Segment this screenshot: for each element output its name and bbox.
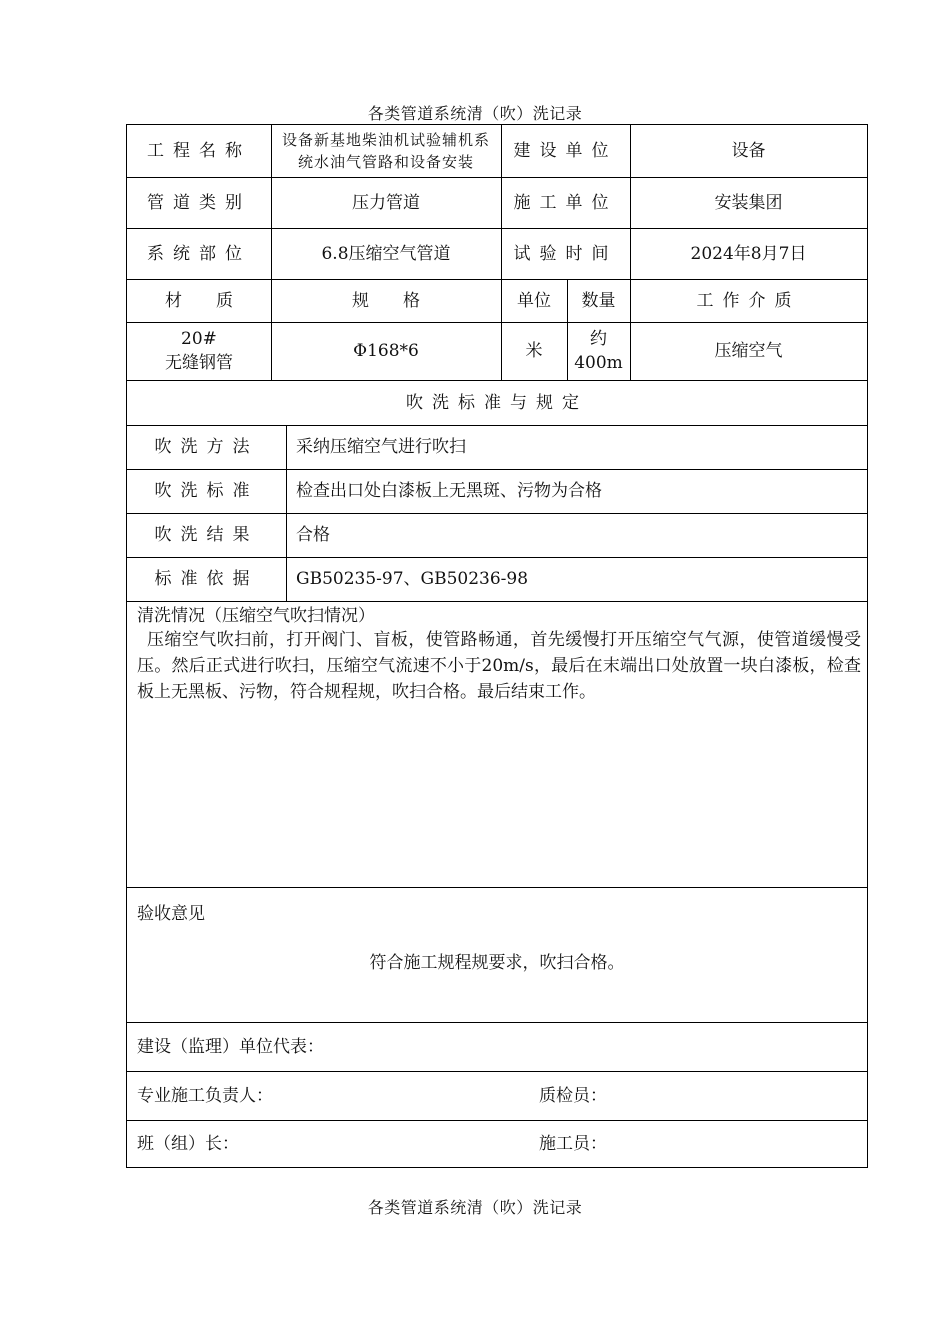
system-part-value: 6.8压缩空气管道 [321, 243, 451, 264]
quantity-prefix: 约 [590, 329, 607, 349]
standard-value: 检查出口处白漆板上无黑斑、污物为合格 [296, 481, 602, 501]
pipe-type-label: 管道类别 [147, 192, 251, 213]
test-date-label: 试验时间 [513, 243, 618, 264]
construction-worker: 施工员： [539, 1133, 607, 1154]
cleaning-heading: 清洗情况（压缩空气吹扫情况） [137, 606, 375, 626]
result-value: 合格 [296, 525, 330, 545]
unit-header: 单位 [517, 290, 551, 311]
quantity-header: 数量 [581, 290, 616, 311]
quantity-value [567, 322, 630, 380]
method-label: 吹洗方法 [154, 437, 259, 457]
acceptance-heading: 验收意见 [137, 904, 205, 924]
owner-unit-value: 设备 [731, 141, 766, 161]
basis-value: GB50235-97、GB50236-98 [296, 569, 529, 589]
medium-value: 压缩空气 [714, 341, 783, 361]
material-grade: 20# [181, 329, 217, 349]
medium-header: 工作介质 [696, 290, 801, 311]
next-page-title: 各类管道系统清（吹）洗记录 [367, 1198, 583, 1217]
quality-inspector: 质检员： [539, 1085, 607, 1106]
test-date-value: 2024年8月7日 [690, 243, 807, 264]
standard-label: 吹洗标准 [154, 481, 259, 501]
spec-header: 规 格 [352, 290, 420, 311]
material-value [127, 322, 271, 380]
acceptance-text: 符合施工规程规要求，吹扫合格。 [369, 953, 625, 973]
owner-representative: 建设（监理）单位代表： [137, 1036, 324, 1057]
project-name-label: 工程名称 [147, 141, 251, 161]
pipe-type-value: 压力管道 [352, 192, 420, 213]
construction-unit-label: 施工单位 [513, 192, 618, 213]
system-part-label: 系统部位 [147, 243, 251, 264]
page-title: 各类管道系统清（吹）洗记录 [367, 104, 583, 123]
unit-value: 米 [525, 341, 543, 361]
result-label: 吹洗结果 [154, 525, 259, 545]
method-value: 采纳压缩空气进行吹扫 [296, 437, 466, 457]
team-leader: 班（组）长： [137, 1133, 239, 1154]
basis-label: 标准依据 [154, 569, 259, 589]
spec-value: Φ168*6 [353, 341, 419, 361]
standards-header: 吹洗标准与规定 [406, 392, 588, 413]
construction-lead: 专业施工负责人： [137, 1085, 273, 1106]
quantity-amount: 400m [574, 353, 623, 373]
material-type: 无缝钢管 [165, 353, 233, 373]
cleaning-description: 压缩空气吹扫前，打开阀门、盲板，使管路畅通，首先缓慢打开压缩空气气源，使管道缓慢受压。然后正式进行吹扫，压缩空气流速不小于20m/s，最后在末端出口处放置一块白漆板，检查板上无黑板、污物，符合规程规，吹扫合格。最后结束工作。 [137, 630, 861, 702]
material-header: 材 质 [165, 290, 233, 311]
record-table [126, 124, 868, 1168]
owner-unit-label: 建设单位 [513, 141, 618, 161]
project-name-value: 设备新基地柴油机试验辅机系统水油气管路和设备安装 [281, 131, 490, 171]
construction-unit-value: 安装集团 [714, 192, 783, 213]
